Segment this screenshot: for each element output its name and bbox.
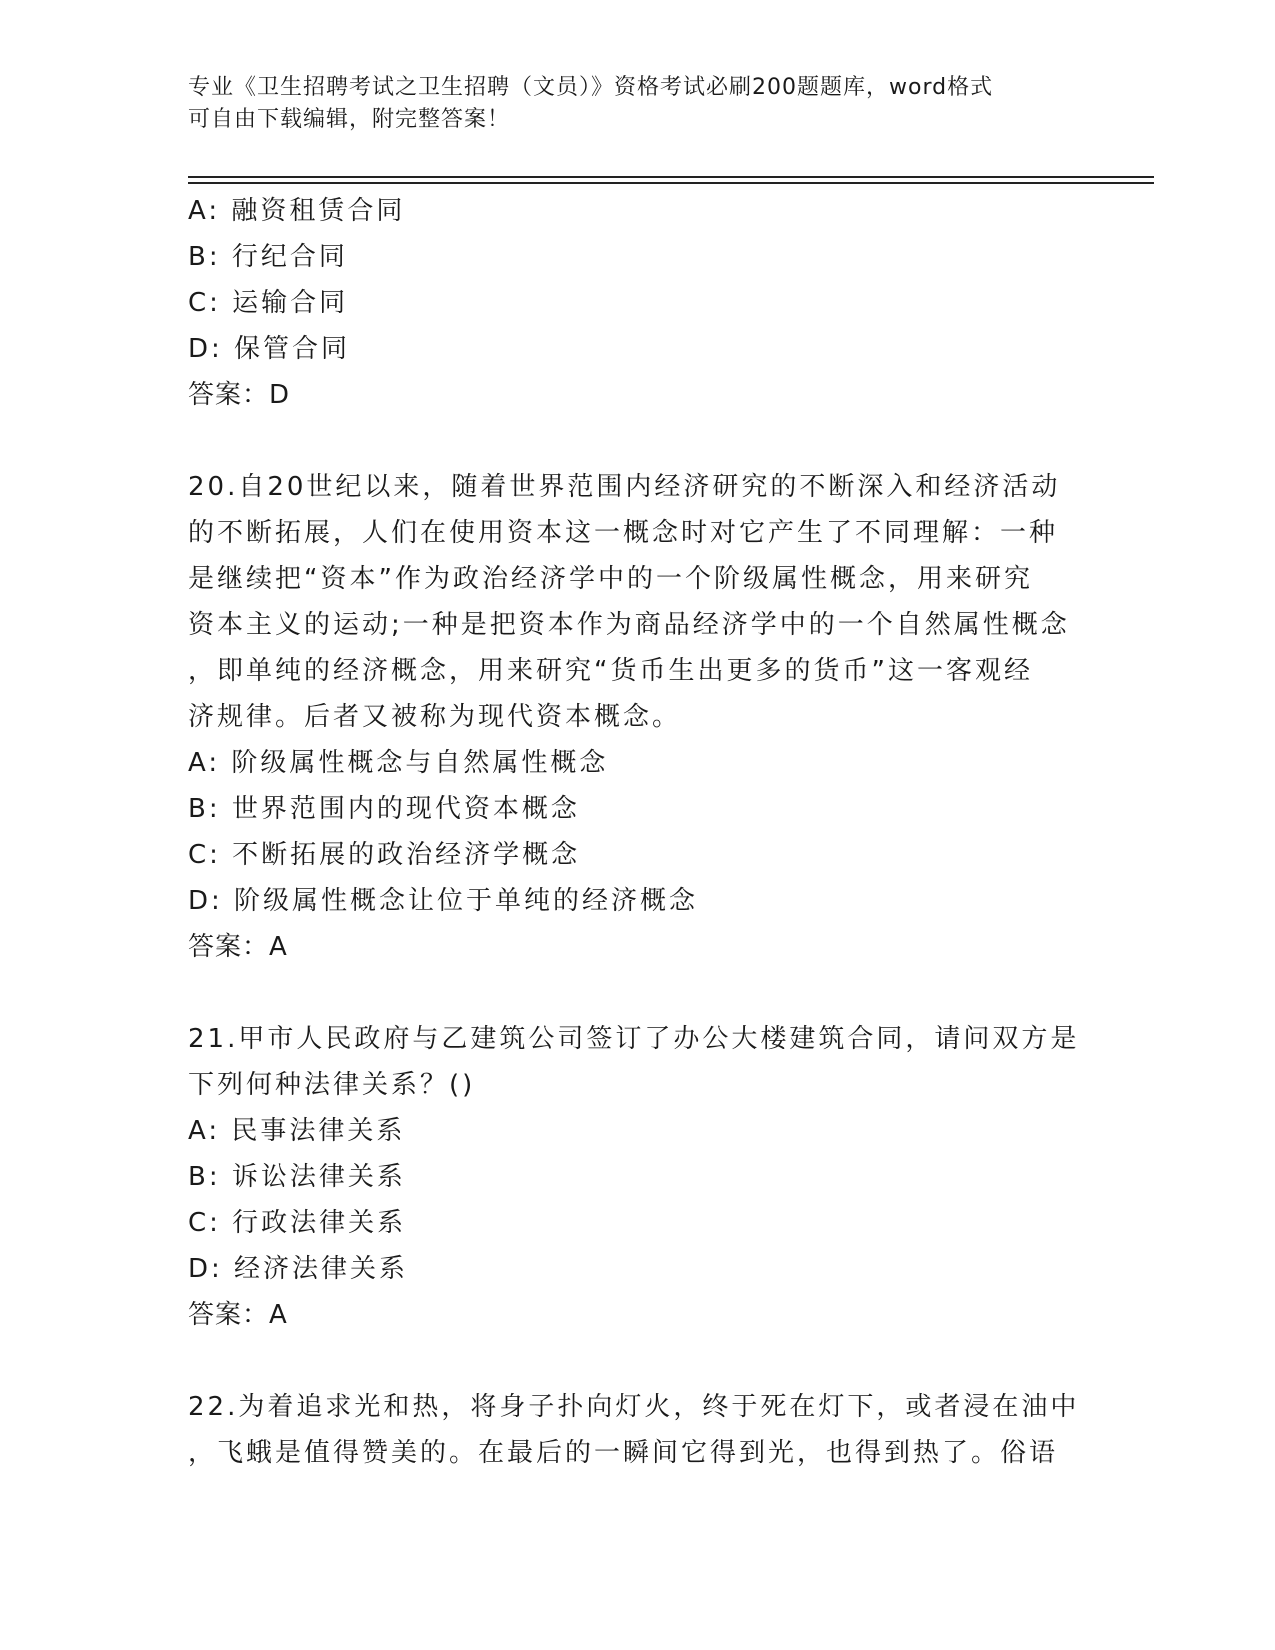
question-19: [188, 188, 1088, 418]
question-stem-line: 资本主义的运动;一种是把资本作为商品经济学中的一个自然属性概念: [188, 610, 1070, 640]
answer: 答案：A: [188, 932, 288, 962]
question-stem-line: 是继续把“资本”作为政治经济学中的一个阶级属性概念，用来研究: [188, 564, 1033, 594]
question-stem-line: ，即单纯的经济概念，用来研究“货币生出更多的货币”这一客观经: [188, 656, 1033, 686]
question-stem-line: 22.为着追求光和热，将身子扑向灯火，终于死在灯下，或者浸在油中: [188, 1392, 1080, 1422]
option-c: C: 行政法律关系: [188, 1208, 407, 1238]
question-stem-line: 济规律。后者又被称为现代资本概念。: [188, 702, 682, 732]
option-a: A: 民事法律关系: [188, 1116, 406, 1146]
document-header: [188, 72, 1088, 136]
option-a: A: 阶级属性概念与自然属性概念: [188, 748, 609, 778]
option-d: D: 保管合同: [188, 334, 351, 364]
option-d: D: 经济法律关系: [188, 1254, 409, 1284]
question-stem-line: 21.甲市人民政府与乙建筑公司签订了办公大楼建筑合同，请问双方是: [188, 1024, 1080, 1054]
option-c: C: 不断拓展的政治经济学概念: [188, 840, 581, 870]
header-rule-top: [188, 176, 1154, 178]
header-title-line-1: 专业《卫生招聘考试之卫生招聘（文员）》资格考试必刷200题题库，word格式: [188, 75, 994, 100]
answer: 答案：D: [188, 380, 291, 410]
question-stem-line: 的不断拓展，人们在使用资本这一概念时对它产生了不同理解：一种: [188, 518, 1059, 548]
option-d: D: 阶级属性概念让位于单纯的经济概念: [188, 886, 699, 916]
option-b: B: 世界范围内的现代资本概念: [188, 794, 580, 824]
question-22: [188, 1384, 1088, 1476]
header-title-line-2: 可自由下载编辑，附完整答案！: [188, 107, 511, 132]
option-b: B: 行纪合同: [188, 242, 348, 272]
answer: 答案：A: [188, 1300, 288, 1330]
spacer: [188, 1338, 1088, 1384]
question-20: [188, 464, 1088, 970]
option-b: B: 诉讼法律关系: [188, 1162, 406, 1192]
question-list: [188, 188, 1088, 1476]
question-stem-line: 下列何种法律关系？(): [188, 1070, 476, 1100]
question-21: [188, 1016, 1088, 1338]
question-stem-line: 20.自20世纪以来，随着世界范围内经济研究的不断深入和经济活动: [188, 472, 1061, 502]
question-stem-line: ，飞蛾是值得赞美的。在最后的一瞬间它得到光，也得到热了。俗语: [188, 1438, 1059, 1468]
header-rule-bottom: [188, 182, 1154, 184]
option-a: A: 融资租赁合同: [188, 196, 406, 226]
option-c: C: 运输合同: [188, 288, 349, 318]
spacer: [188, 418, 1088, 464]
spacer: [188, 970, 1088, 1016]
